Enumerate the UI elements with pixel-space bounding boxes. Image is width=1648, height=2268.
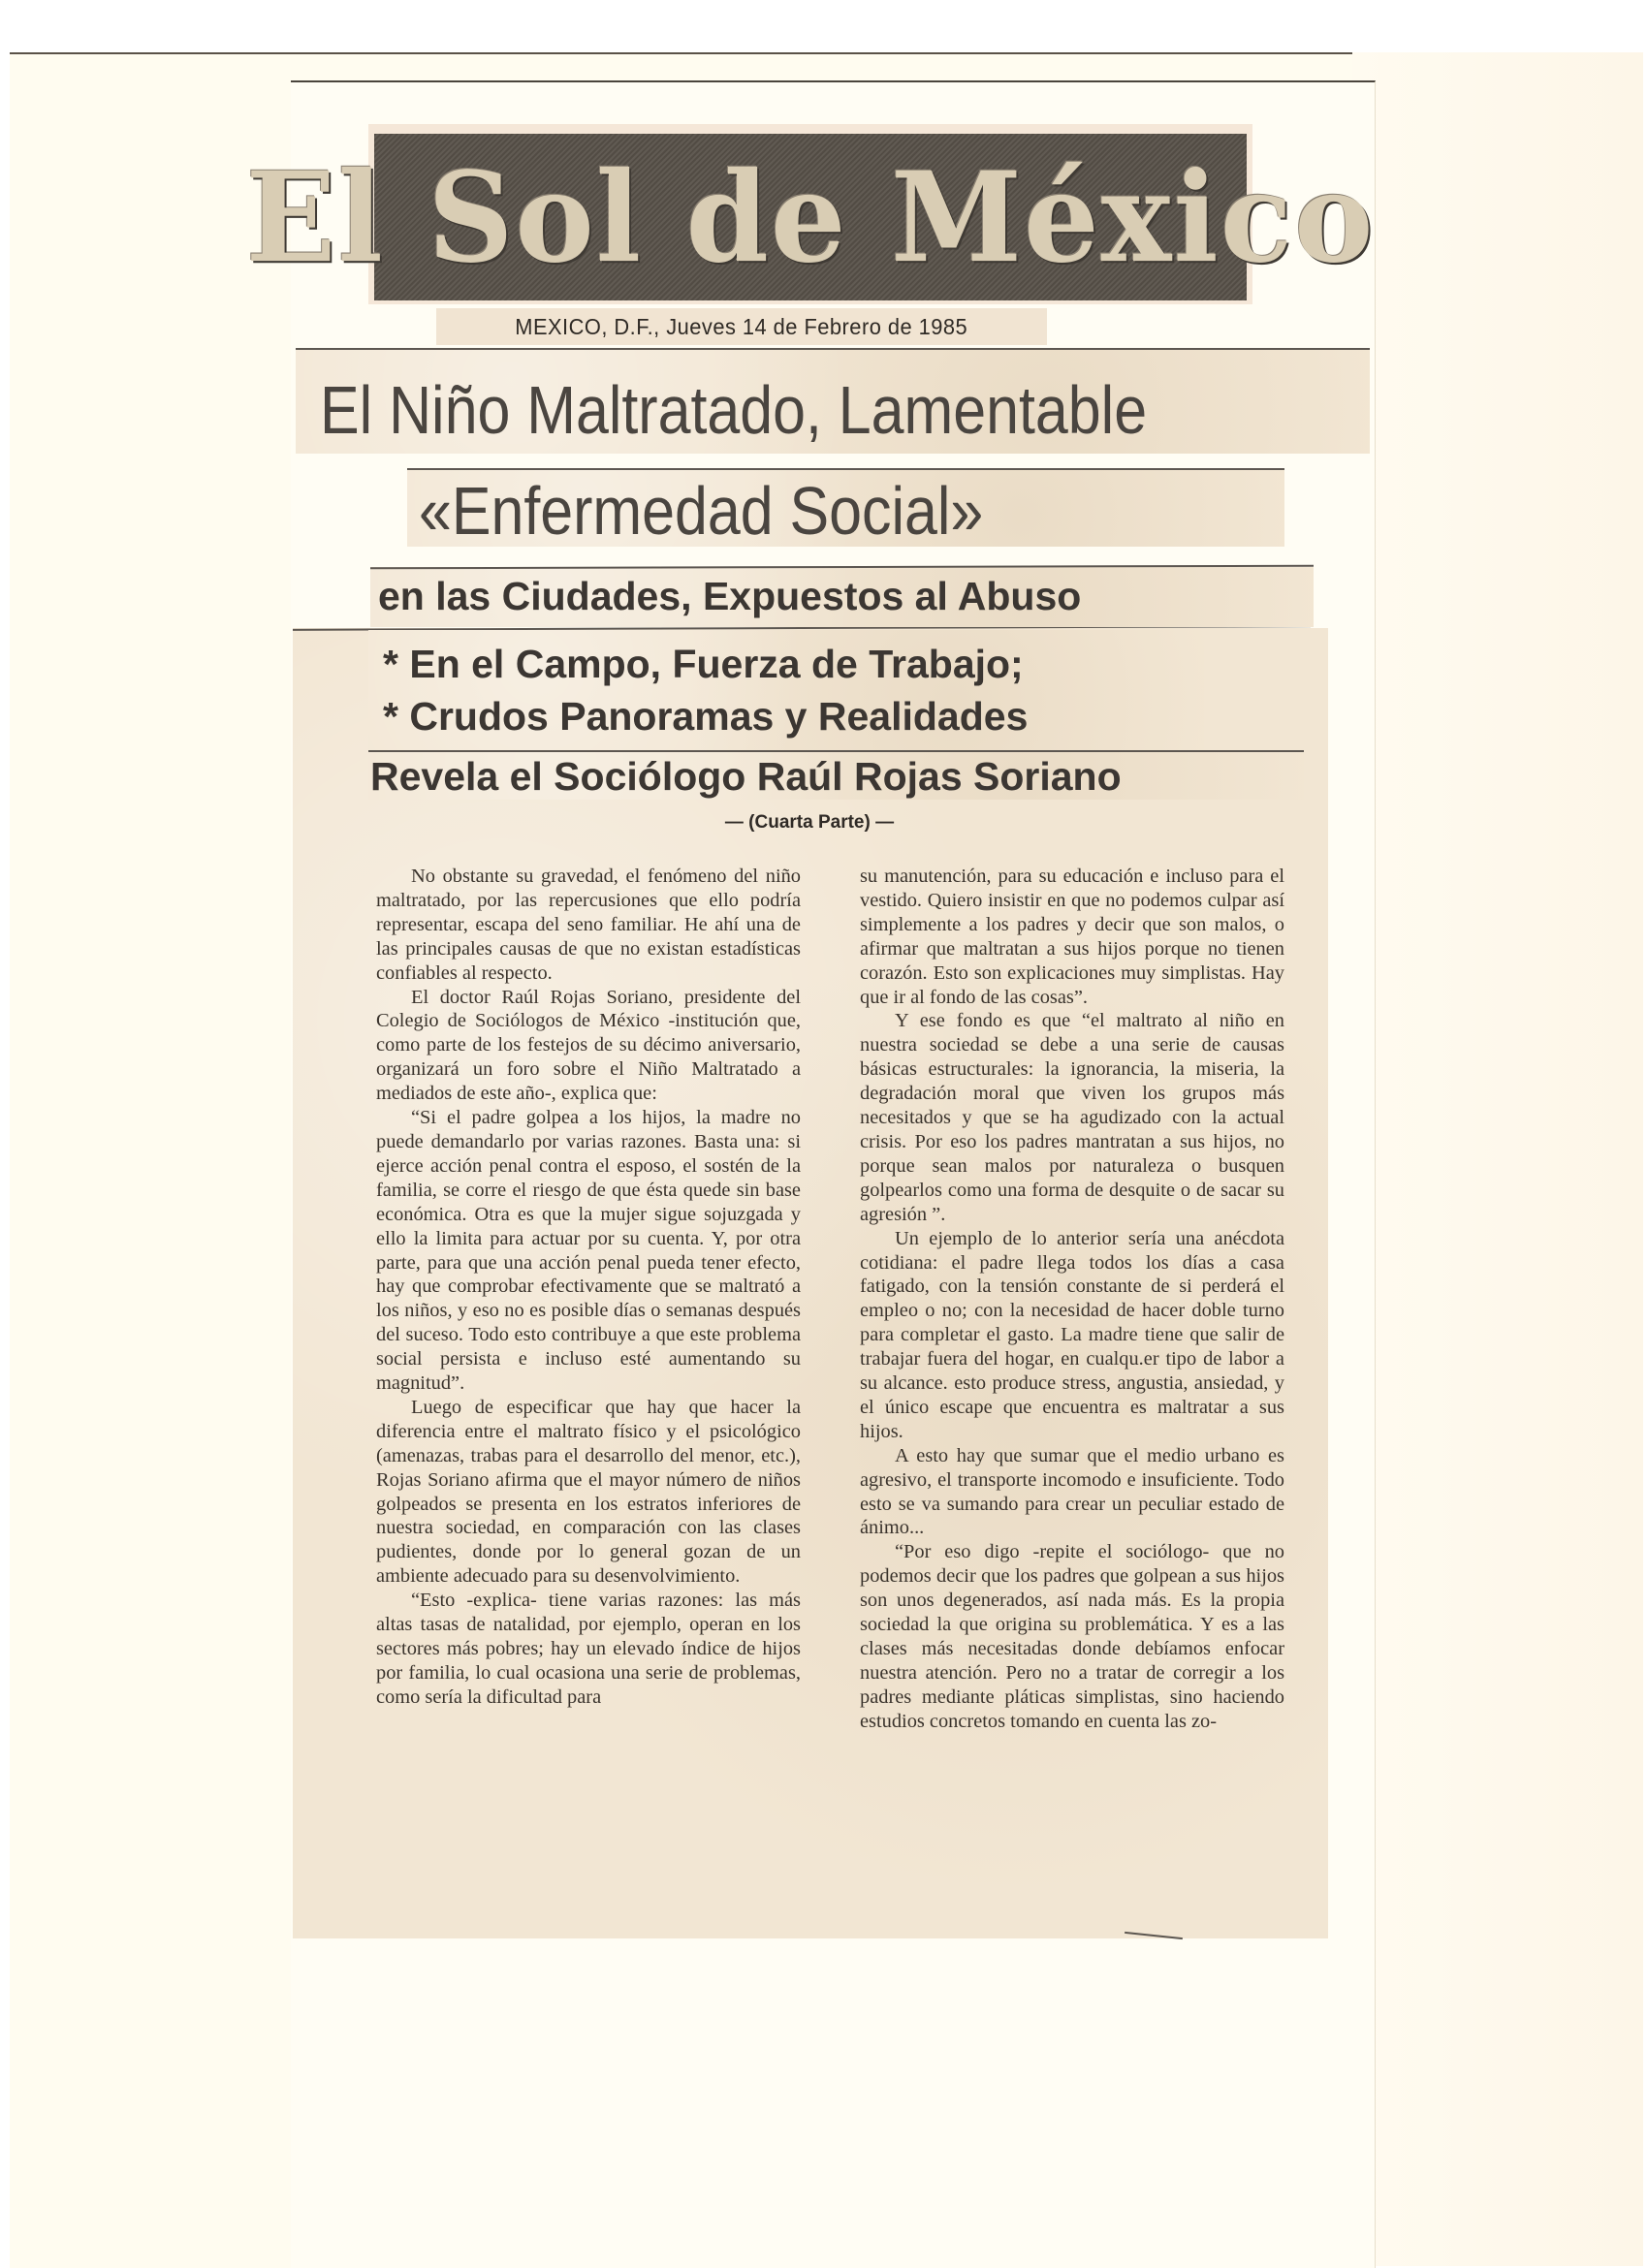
headline-line-3: en las Ciudades, Expuestos al Abuso bbox=[378, 574, 1082, 618]
backing-sheet-margin bbox=[1352, 52, 1643, 2266]
headline-line-2: «Enfermedad Social» bbox=[419, 473, 984, 549]
tear-edge bbox=[407, 468, 1284, 470]
headline-line-4: * En el Campo, Fuerza de Trabajo; bbox=[383, 642, 1024, 686]
article-column-right bbox=[860, 865, 1284, 1734]
part-label: — (Cuarta Parte) — bbox=[724, 812, 895, 833]
article-paragraph: El doctor Raúl Rojas Soriano, presidente del Colegio de Sociólogos de México -institución que, como parte de los festejos de su décimo aniversario, organizará un foro sobre el Niño Maltratado a mediados de este año-, explica que: bbox=[376, 986, 801, 1105]
article-paragraph: Un ejemplo de lo anterior sería una anécdota cotidiana: el padre llega todos los días a casa fatigado, con la tensión constante de si perderá el empleo o no; con la necesidad de hacer doble turno para completar el gasto. La madre tiene que salir de trabajar fuera del hogar, en cualqu.er tipo de labor a su alcance. esto produce stress, angustia, ansiedad, y el único escape que encuentra es maltratar a sus hijos. bbox=[860, 1227, 1284, 1442]
tear-edge bbox=[296, 348, 1370, 350]
article-paragraph: Luego de especificar que hay que hacer la diferencia entre el maltrato físico y el psicológico (amenazas, trabas para el desarrollo del menor, etc.), Rojas Soriano afirma que el mayor número de niños golpeados se presenta en los estratos inferiores de nuestra sociedad, en comparación con las clases pudientes, donde por lo general gozan de un ambiente adecuado para su desenvolvimiento. bbox=[376, 1396, 801, 1588]
article-paragraph: No obstante su gravedad, el fenómeno del niño maltratado, por las repercusiones que ello podría representar, escapa del seno familiar. He ahí una de las principales causas de que no existan estadísticas confiables al respecto. bbox=[376, 866, 801, 984]
article-paragraph: “Por eso digo -repite el sociólogo- que no podemos decir que los padres que golpean a sus hijos son unos degenerados, así nada más. Es la propia sociedad la que origina su problemática. Y es a las clases más necesitadas donde debíamos enfocar nuestra atención. Pero no a tratar de corregir a los padres mediante pláticas simplistas, sino haciendo estudios concretos tomando en cuenta las zo- bbox=[860, 1541, 1284, 1732]
article-paragraph: “Si el padre golpea a los hijos, la madre no puede demandarlo por varias razones. Basta una: si ejerce acción penal contra el esposo, el sostén de la familia, se corre el riesgo de que ésta quede sin base económica. Otra es que la mujer sigue sojuzgada y ello la limita para actuar por su cuenta. Y, por otra parte, para que una acción penal pueda tener efecto, hay que comprobar efectivamente que se maltrató a los niños, y eso no es posible días o semanas después del suceso. Todo esto contribuye a que este problema social persista e incluso esté aumentando su magnitud”. bbox=[376, 1107, 801, 1395]
tear-edge bbox=[368, 750, 1304, 752]
article-column-left bbox=[376, 865, 801, 1710]
headline-line-1: El Niño Maltratado, Lamentable bbox=[320, 372, 1148, 448]
headline-line-5: * Crudos Panoramas y Realidades bbox=[383, 694, 1029, 739]
masthead-band bbox=[245, 134, 1376, 300]
dateline: MEXICO, D.F., Jueves 14 de Febrero de 1985 bbox=[515, 313, 968, 339]
article-paragraph: “Esto -explica- tiene varias razones: las más altas tasas de natalidad, por ejemplo, operan en los sectores más pobres; hay un elevado índice de hijos por familia, lo cual ocasiona una serie de problemas, como sería la dificultad para bbox=[376, 1590, 801, 1708]
article-paragraph: A esto hay que sumar que el medio urbano es agresivo, el transporte incomodo e insuficiente. Todo esto se va sumando para crear un peculiar estado de ánimo... bbox=[860, 1444, 1284, 1539]
article-paragraph: Y ese fondo es que “el maltrato al niño en nuestra sociedad se debe a una serie de causas básicas estructurales: la ignorancia, la miseria, la degradación moral que viven los grupos más necesitados y que se ha agudizado con la actual crisis. Por eso los padres mantratan a sus hijos, no porque sean malos por naturaleza o busquen golpearlos como una forma de desquite o de sacar su agresión ”. bbox=[860, 1010, 1284, 1225]
newspaper-title: El Sol de México bbox=[245, 143, 1376, 291]
article-paragraph: su manutención, para su educación e incluso para el vestido. Quiero insistir en que no podemos culpar así simplemente a los padres y decir que son malos, o afirmar que maltratan a sus hijos porque no tienen corazón. Esto son explicaciones muy simplistas. Hay que ir al fondo de las cosas”. bbox=[860, 866, 1284, 1008]
headline-line-6: Revela el Sociólogo Raúl Rojas Soriano bbox=[370, 754, 1122, 799]
masthead bbox=[245, 124, 1376, 304]
dateline-strip bbox=[436, 308, 1047, 345]
